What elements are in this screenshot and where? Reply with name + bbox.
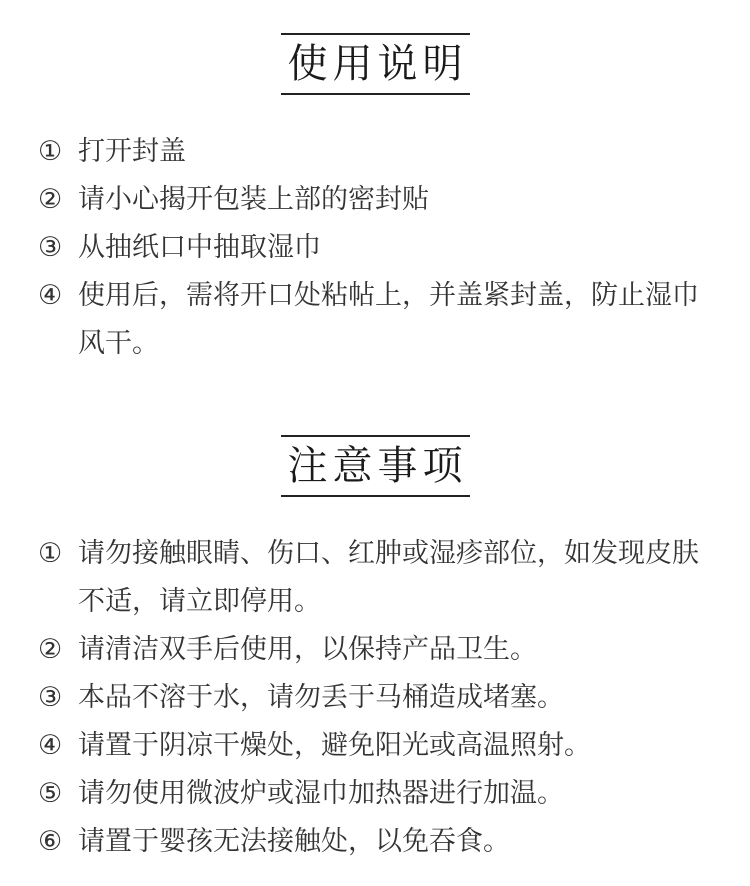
item-text: 请置于婴孩无法接触处，以免吞食。 — [78, 826, 510, 857]
item-text: 请置于阴凉干燥处，避免阳光或高温照射。 — [78, 730, 591, 761]
item-text: 从抽纸口中抽取湿巾 — [78, 232, 321, 263]
usage-item — [38, 224, 718, 272]
notice-section-header — [0, 435, 750, 497]
item-text: 请勿使用微波炉或湿巾加热器进行加温。 — [78, 778, 564, 809]
item-number: ④ — [38, 730, 63, 761]
item-number: ⑥ — [38, 826, 63, 857]
notice-item — [38, 674, 718, 722]
notice-item — [38, 722, 718, 770]
item-text: 使用后，需将开口处粘帖上，并盖紧封盖，防止湿巾风干。 — [78, 280, 699, 359]
item-number: ② — [38, 184, 63, 215]
item-number: ① — [38, 136, 63, 167]
item-text: 请小心揭开包装上部的密封贴 — [78, 184, 429, 215]
item-text: 打开封盖 — [78, 136, 186, 167]
notice-title: 注意事项 — [281, 435, 470, 497]
item-text: 本品不溶于水，请勿丢于马桶造成堵塞。 — [78, 682, 564, 713]
item-number: ① — [38, 538, 63, 569]
usage-section-header — [0, 33, 750, 95]
usage-list — [38, 128, 718, 368]
notice-item — [38, 818, 718, 866]
notice-list — [38, 530, 718, 866]
item-number: ④ — [38, 280, 63, 311]
item-number: ⑤ — [38, 778, 63, 809]
item-number: ③ — [38, 682, 63, 713]
usage-item — [38, 272, 718, 368]
notice-item — [38, 770, 718, 818]
usage-item — [38, 128, 718, 176]
notice-item — [38, 530, 718, 626]
item-number: ② — [38, 634, 63, 665]
usage-item — [38, 176, 718, 224]
usage-title: 使用说明 — [281, 33, 470, 95]
item-number: ③ — [38, 232, 63, 263]
notice-item — [38, 626, 718, 674]
item-text: 请勿接触眼睛、伤口、红肿或湿疹部位，如发现皮肤不适，请立即停用。 — [78, 538, 699, 617]
item-text: 请清洁双手后使用，以保持产品卫生。 — [78, 634, 537, 665]
